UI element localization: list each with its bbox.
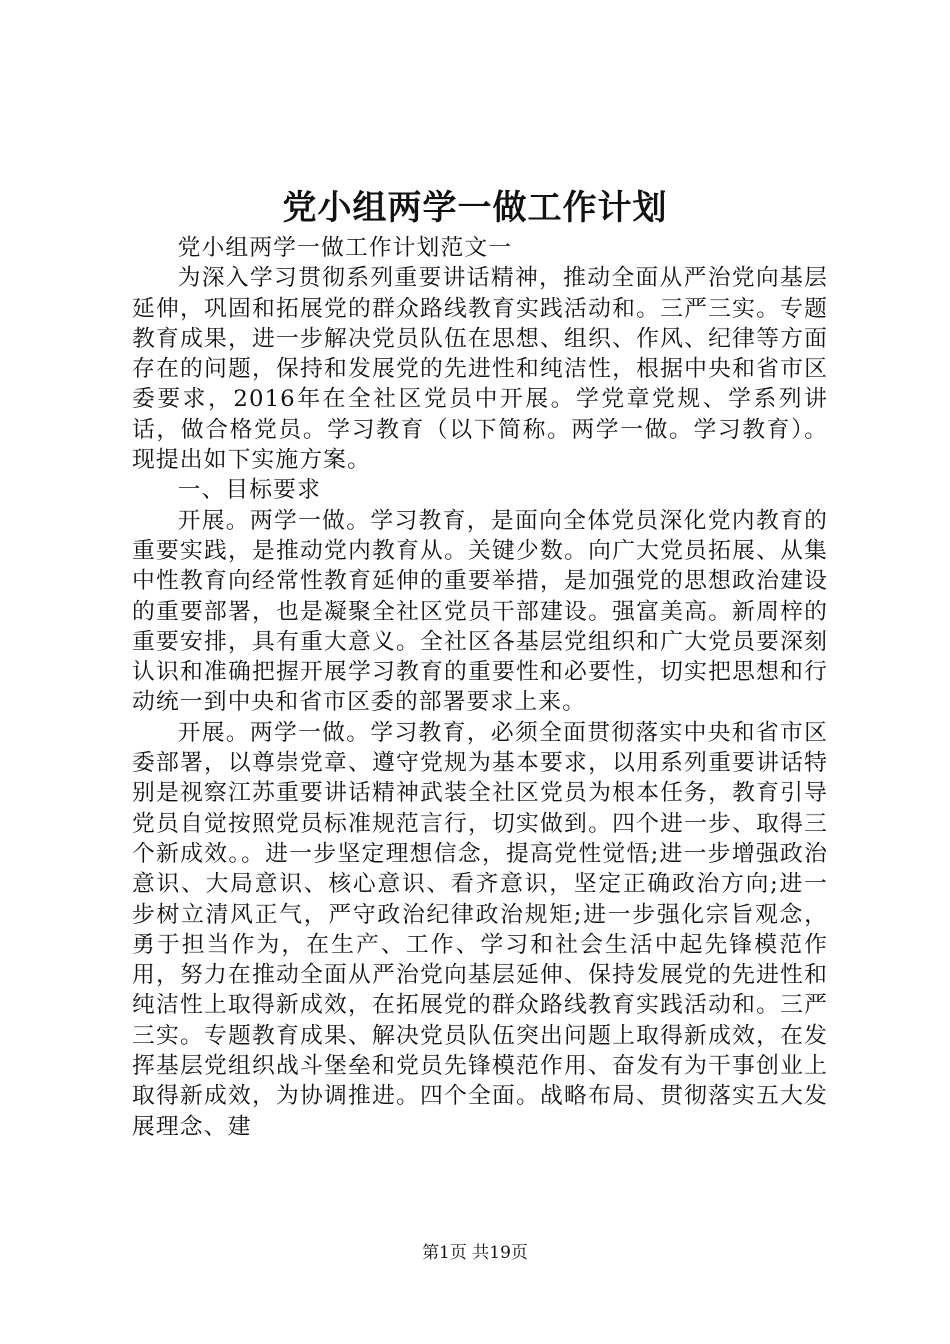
paragraph-significance: 开展。两学一做。学习教育，是面向全体党员深化党内教育的重要实践，是推动党内教育从。关键少数。向广大党员拓展、从集中性教育向经常性教育延伸的重要举措，是加强党的思想政治建设的重要部署，也是凝聚全社区党员干部建设。强富美高。新周梓的重要安排，具有重大意义。全社区各基层党组织和广大党员要深刻认识和准确把握开展学习教育的重要性和必要性，切实把思想和行动统一到中央和省市区委的部署要求上来。: [132, 507, 828, 716]
page-number: 第1页 共19页: [422, 1243, 528, 1263]
paragraph-intro: 为深入学习贯彻系列重要讲话精神，推动全面从严治党向基层延伸，巩固和拓展党的群众路线教育实践活动和。三严三实。专题教育成果，进一步解决党员队伍在思想、组织、作风、纪律等方面存在的问题，保持和发展党的先进性和纯洁性，根据中央和省市区委要求，2016年在全社区党员中开展。学党章党规、学系列讲话，做合格党员。学习教育（以下简称。两学一做。学习教育）。现提出如下实施方案。: [132, 265, 828, 474]
document-body: [132, 233, 828, 1142]
paragraph-subtitle: 党小组两学一做工作计划范文一: [177, 235, 513, 261]
document-title: 党小组两学一做工作计划: [282, 188, 668, 228]
section-heading-goals: 一、目标要求: [177, 477, 321, 504]
paragraph-requirements: 开展。两学一做。学习教育，必须全面贯彻落实中央和省市区委部署，以尊崇党章、遵守党规为基本要求，以用系列重要讲话特别是视察江苏重要讲话精神武装全社区党员为根本任务，教育引导党员自觉按照党员标准规范言行，切实做到。四个进一步、取得三个新成效。。进一步坚定理想信念，提高党性觉悟;进一步增强政治意识、大局意识、核心意识、看齐意识，坚定正确政治方向;进一步树立清风正气，严守政治纪律政治规矩;进一步强化宗旨观念，勇于担当作为，在生产、工作、学习和社会生活中起先锋模范作用，努力在推动全面从严治党向基层延伸、保持发展党的先进性和纯洁性上取得新成效，在拓展党的群众路线教育实践活动和。三严三实。专题教育成果、解决党员队伍突出问题上取得新成效，在发挥基层党组织战斗堡垒和党员先锋模范作用、奋发有为干事创业上取得新成效，为协调推进。四个全面。战略布局、贯彻落实五大发展理念、建: [132, 719, 828, 1140]
